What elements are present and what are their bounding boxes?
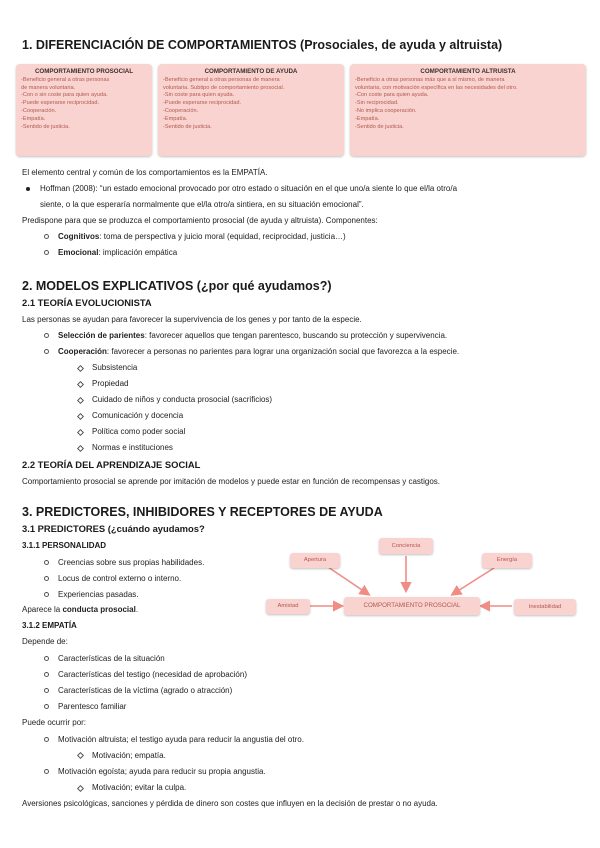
box-line: -Beneficio a otras personas más que a sí mismo, de manera [355, 76, 505, 83]
depende-item: Parentesco familiar [58, 702, 127, 711]
motivacion-empatia: Motivación; empatía. [92, 751, 166, 760]
aparece-period: . [135, 605, 139, 614]
box-line: -Sentido de justicia. [21, 123, 70, 130]
node-inestabilidad: Inestabilidad [514, 599, 576, 615]
box-line: voluntaria. Subtipo de comportamiento prosocial. [163, 84, 285, 91]
coop-item: Cuidado de niños y conducta prosocial (sacrificios) [92, 395, 273, 404]
conducta-prosocial-bold: conducta prosocial [62, 605, 136, 614]
section-2-title: 2. MODELOS EXPLICATIVOS (¿por qué ayudamos?) [22, 279, 332, 293]
node-conciencia: Conciencia [379, 538, 433, 554]
coop-item: Comunicación y docencia [92, 411, 184, 420]
box-line: -Cooperación. [163, 107, 199, 114]
cognitivos-text: : toma de perspectiva y juicio moral (equidad, reciprocidad, justicia…) [99, 232, 346, 241]
cognitivos-label: Cognitivos [58, 232, 100, 241]
empatia-heading: 3.1.2 EMPATÍA [22, 621, 77, 630]
coop-item: Normas e instituciones [92, 443, 173, 452]
puede-label: Puede ocurrir por: [22, 718, 87, 727]
depende-item: Características de la situación [58, 654, 165, 663]
empatia-paragraph: El elemento central y común de los comportamientos es la EMPATÍA. [22, 168, 268, 177]
predictores-heading: 3.1 PREDICTORES (¿cuándo ayudamos? [22, 523, 205, 534]
box-line: -Beneficio general a otras personas [21, 76, 110, 83]
coop-item: Política como poder social [92, 427, 186, 436]
seleccion-label: Selección de parientes [58, 331, 145, 340]
box-title: COMPORTAMIENTO DE AYUDA [204, 68, 298, 75]
personalidad-item: Locus de control externo o interno. [58, 574, 182, 583]
personalidad-item: Experiencias pasadas. [58, 590, 139, 599]
box-line: -Empatía. [21, 115, 46, 122]
node-apertura: Apertura [290, 553, 340, 568]
teoria-evolucionista-heading: 2.1 TEORÍA EVOLUCIONISTA [22, 297, 152, 308]
hoffman-quote-line-2: siente, o la que esperaría normalmente que el/la otro/a sintiera, en su situación emocional”. [40, 200, 364, 209]
aversiones-paragraph: Aversiones psicológicas, sanciones y pérdida de dinero son costes que influyen en la decisión de prestar o no ayuda. [22, 799, 438, 808]
seleccion-text: : favorecer aquellos que tengan parentesco, buscando su protección y supervivencia. [144, 331, 448, 340]
box-title: COMPORTAMIENTO ALTRUISTA [420, 68, 516, 75]
box-line: -Sentido de justicia. [355, 123, 404, 130]
cooperacion-text: : favorecer a personas no parientes para lograr una organización social que favorezca a la especie. [106, 347, 460, 356]
box-line: voluntaria, con motivación específica en las necesidades del otro. [355, 84, 518, 91]
box-line: -No implica cooperación. [355, 107, 417, 114]
box-line: -Con o sin coste para quien ayuda. [21, 92, 108, 99]
depende-item: Características del testigo (necesidad de aprobación) [58, 670, 247, 679]
motivacion-altruista: Motivación altruista; el testigo ayuda para reducir la angustia del otro. [58, 735, 304, 744]
box-line: -Sin coste para quien ayuda. [163, 92, 235, 99]
arrow-apertura [328, 567, 368, 594]
emocional-text: : implicación empática [98, 248, 178, 257]
personalidad-item: Creencias sobre sus propias habilidades. [58, 558, 205, 567]
depende-item: Características de la víctima (agrado o atracción) [58, 686, 233, 695]
evolucionista-paragraph: Las personas se ayudan para favorecer la supervivencia de los genes y por tanto de la especie. [22, 315, 362, 324]
box-line: -Puede esperarse reciprocidad. [163, 100, 242, 107]
aprendizaje-social-heading: 2.2 TEORÍA DEL APRENDIZAJE SOCIAL [22, 459, 201, 470]
hoffman-quote-line-1: Hoffman (2008): “un estado emocional provocado por otro estado o situación en el que uno/a siente lo que el/la otro/a [40, 184, 458, 193]
emocional-label: Emocional [58, 248, 99, 257]
node-amistad: Amistad [266, 599, 310, 614]
motivacion-egoista: Motivación egoísta; ayuda para reducir su propia angustia. [58, 767, 266, 776]
box-line: -Sentido de justicia. [163, 123, 212, 130]
personalidad-heading: 3.1.1 PERSONALIDAD [22, 541, 107, 550]
motivacion-culpa: Motivación; evitar la culpa. [92, 783, 187, 792]
depende-label: Depende de: [22, 637, 68, 646]
box-line: -Con coste para quien ayuda. [355, 92, 429, 99]
node-energia: Energía [482, 553, 532, 568]
node-comportamiento-prosocial: COMPORTAMIENTO PROSOCIAL [344, 597, 480, 615]
cooperacion-label: Cooperación [58, 347, 107, 356]
section-3-title: 3. PREDICTORES, INHIBIDORES Y RECEPTORES DE AYUDA [22, 505, 383, 519]
box-line: -Empatía. [355, 115, 380, 122]
aparece-text: Aparece la [22, 605, 63, 614]
box-line: -Empatía. [163, 115, 188, 122]
box-line: -Puede esperarse reciprocidad. [21, 100, 100, 107]
box-line: -Beneficio general a otras personas de manera [163, 76, 280, 83]
section-1-title: 1. DIFERENCIACIÓN DE COMPORTAMIENTOS (Prosociales, de ayuda y altruista) [22, 38, 503, 52]
coop-item: Subsistencia [92, 363, 138, 372]
predispone-paragraph: Predispone para que se produzca el comportamiento prosocial (de ayuda y altruista). Componentes: [22, 216, 378, 225]
box-title: COMPORTAMIENTO PROSOCIAL [34, 68, 134, 75]
box-line: -Sin reciprocidad. [355, 100, 399, 107]
box-line: de manera voluntaria. [21, 84, 76, 91]
aprendizaje-paragraph: Comportamiento prosocial se aprende por imitación de modelos y puede estar en función de recompensas y castigos. [22, 477, 441, 486]
arrow-energia [453, 568, 494, 594]
box-line: -Cooperación. [21, 107, 57, 114]
coop-item: Propiedad [92, 379, 129, 388]
